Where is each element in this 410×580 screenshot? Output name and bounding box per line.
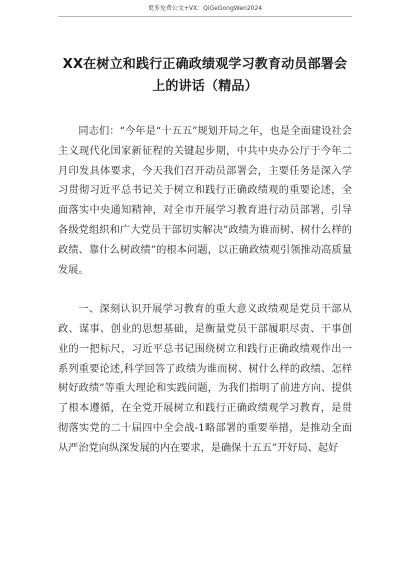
header-divider bbox=[58, 16, 352, 17]
document-body bbox=[58, 122, 352, 459]
body-paragraph: 一、深刻认识开展学习教育的重大意义政绩观是党员干部从政、谋事、创业的思想基础，是衡量党员干部履职尽责、干事创业的一把标尺，习近平总书记围绕树立和践行正确政绩观作出一系列重要论述,科学回答了政绩为谁而树、树什么样的政绩、怎样树好政绩”等重大理论和实践问题，为我们指明了前进方向、提供了根本遵循，在全党开展树立和践行正确政绩观学习教育，是贯彻落实党的二十届四中全会战-1略部署的重要举措，是推动全面从严治党向纵深发展的内在要求，是确保十五五”开好局、起好 bbox=[58, 304, 352, 454]
body-paragraph: 同志们：“今年是“十五五”规划开局之年，也是全面建设社会主义现代化国家新征程的关键起步期，中共中央办公厅于今年二月印发具体要求，今天我们召开动员部署会，主要任务是深入学习贯彻习近平总书记关于树立和践行正确政绩观的重要论述，全面落实中央通知精神，对全市开展学习教育进行动员部署，引导各级党组织和广大党员干部切实解决”政绩为谁而树、树什么样的政绩、靠什么树政绩”的根本问题，以正确政绩观引领推动高质量发展。 bbox=[58, 126, 352, 276]
header-note: 更多免费公文+VX：QiGeGongWen2024 bbox=[147, 5, 263, 12]
document-title: XX在树立和践行正确政绩观学习教育动员部署会上的讲话（精品） bbox=[62, 57, 348, 94]
